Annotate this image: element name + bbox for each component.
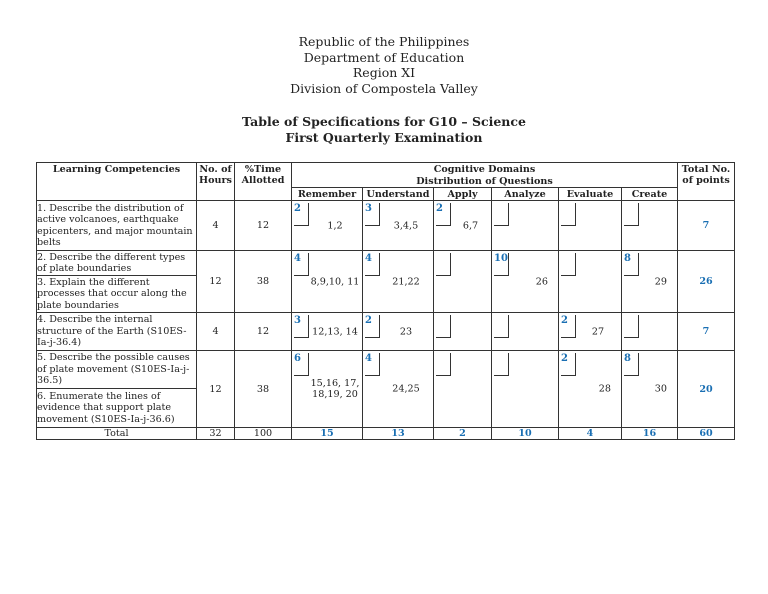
- document-header: [0, 34, 768, 96]
- apply-cell: [434, 251, 492, 313]
- item-count-box: [494, 315, 509, 338]
- understand-cell: [363, 251, 434, 313]
- item-count-box: [494, 353, 509, 376]
- item-numbers: 29: [654, 276, 668, 287]
- remember-cell: [292, 201, 363, 251]
- percent-cell: 12: [235, 201, 292, 251]
- header-create: Create: [622, 188, 678, 201]
- remember-cell: [292, 313, 363, 351]
- item-numbers: 3,4,5: [393, 220, 419, 231]
- item-numbers: 15,16, 17, 18,19, 20: [310, 378, 360, 400]
- item-numbers: 1,2: [327, 220, 343, 231]
- evaluate-cell: [559, 351, 622, 428]
- header-distribution-of-questions: Distribution of Questions: [292, 176, 678, 188]
- item-count-box: 3: [294, 315, 309, 338]
- header-understand: Understand: [363, 188, 434, 201]
- item-count-box: 2: [561, 315, 576, 338]
- item-count-box: 8: [624, 353, 639, 376]
- header-evaluate: Evaluate: [559, 188, 622, 201]
- header-analyze: Analyze: [492, 188, 559, 201]
- item-count-box: 4: [365, 353, 380, 376]
- item-numbers: 12,13, 14: [312, 326, 358, 337]
- item-count-box: [436, 353, 451, 376]
- remember-cell: [292, 351, 363, 428]
- table-row: [37, 313, 735, 351]
- total-apply: 2: [434, 428, 492, 440]
- competency-4: 4. Describe the internal structure of the Earth (S10ES-Ia-j-36.4): [37, 313, 197, 351]
- item-count-box: [561, 203, 576, 226]
- item-numbers: 30: [654, 383, 668, 395]
- analyze-cell: [492, 351, 559, 428]
- item-numbers: 24,25: [392, 383, 420, 395]
- header-total-points: Total No. of points: [678, 163, 735, 201]
- title-line-1: Table of Specifications for G10 – Science: [242, 114, 526, 129]
- item-count-box: 2: [561, 353, 576, 376]
- analyze-cell: [492, 251, 559, 313]
- header-apply: Apply: [434, 188, 492, 201]
- item-count-box: 2: [294, 203, 309, 226]
- total-points-cell: 20: [678, 351, 735, 428]
- percent-cell: 12: [235, 313, 292, 351]
- analyze-cell: [492, 313, 559, 351]
- item-count-box: 3: [365, 203, 380, 226]
- apply-cell: [434, 201, 492, 251]
- analyze-cell: [492, 201, 559, 251]
- title-line-2: First Quarterly Examination: [285, 130, 483, 145]
- specifications-table: [36, 162, 735, 440]
- total-create: 16: [622, 428, 678, 440]
- item-count-box: [436, 253, 451, 276]
- total-points: 60: [678, 428, 735, 440]
- header-no-of-hours: No. of Hours: [197, 163, 235, 201]
- item-numbers: 21,22: [392, 276, 420, 287]
- item-count-box: 2: [436, 203, 451, 226]
- total-remember: 15: [292, 428, 363, 440]
- hours-cell: 12: [197, 351, 235, 428]
- item-numbers: 27: [591, 326, 605, 337]
- item-numbers: 8,9,10, 11: [310, 276, 360, 287]
- apply-cell: [434, 351, 492, 428]
- competency-6: 6. Enumerate the lines of evidence that support plate movement (S10ES-Ia-j-36.6): [37, 389, 197, 428]
- percent-cell: 38: [235, 251, 292, 313]
- percent-cell: 38: [235, 351, 292, 428]
- item-numbers: 26: [535, 276, 548, 287]
- evaluate-cell: [559, 201, 622, 251]
- remember-cell: [292, 251, 363, 313]
- understand-cell: [363, 201, 434, 251]
- understand-cell: [363, 313, 434, 351]
- header-division: Division of Compostela Valley: [290, 80, 478, 96]
- table-row: [37, 351, 735, 389]
- total-understand: 13: [363, 428, 434, 440]
- totals-row: [37, 428, 735, 440]
- create-cell: [622, 251, 678, 313]
- header-republic: Republic of the Philippines: [298, 34, 470, 49]
- item-count-box: 8: [624, 253, 639, 276]
- create-cell: [622, 201, 678, 251]
- evaluate-cell: [559, 251, 622, 313]
- competency-2: 2. Describe the different types of plate boundaries: [37, 251, 197, 276]
- item-count-box: 4: [365, 253, 380, 276]
- item-numbers: 28: [598, 383, 611, 395]
- total-analyze: 10: [492, 428, 559, 440]
- evaluate-cell: [559, 313, 622, 351]
- hours-cell: 12: [197, 251, 235, 313]
- item-count-box: [624, 203, 639, 226]
- hours-cell: 4: [197, 313, 235, 351]
- create-cell: [622, 313, 678, 351]
- competency-3: 3. Explain the different processes that occur along the plate boundaries: [37, 276, 197, 313]
- total-label: Total: [37, 428, 197, 440]
- item-numbers: 23: [399, 326, 413, 337]
- item-count-box: 4: [294, 253, 309, 276]
- hours-cell: 4: [197, 201, 235, 251]
- competency-1: 1. Describe the distribution of active volcanoes, earthquake epicenters, and major mountain belts: [37, 201, 197, 251]
- item-count-box: 6: [294, 353, 309, 376]
- total-hours: 32: [197, 428, 235, 440]
- total-percent: 100: [235, 428, 292, 440]
- header-remember: Remember: [292, 188, 363, 201]
- item-count-box: 10: [494, 253, 509, 276]
- item-numbers: 6,7: [462, 220, 479, 231]
- table-row: [37, 251, 735, 276]
- header-learning-competencies: Learning Competencies: [37, 163, 197, 201]
- competency-5: 5. Describe the possible causes of plate movement (S10ES-Ia-j-36.5): [37, 351, 197, 389]
- total-points-cell: 26: [678, 251, 735, 313]
- item-count-box: [436, 315, 451, 338]
- apply-cell: [434, 313, 492, 351]
- item-count-box: 2: [365, 315, 380, 338]
- item-count-box: [624, 315, 639, 338]
- header-cognitive-domains: Cognitive Domains: [292, 163, 678, 176]
- total-points-cell: 7: [678, 201, 735, 251]
- total-points-cell: 7: [678, 313, 735, 351]
- header-region: Region XI: [352, 65, 416, 80]
- table-row: [37, 201, 735, 251]
- header-time-allotted: %Time Allotted: [235, 163, 292, 201]
- item-count-box: [561, 253, 576, 276]
- item-count-box: [494, 203, 509, 226]
- total-evaluate: 4: [559, 428, 622, 440]
- understand-cell: [363, 351, 434, 428]
- header-department: Department of Education: [303, 49, 465, 65]
- create-cell: [622, 351, 678, 428]
- document-title: [0, 114, 768, 146]
